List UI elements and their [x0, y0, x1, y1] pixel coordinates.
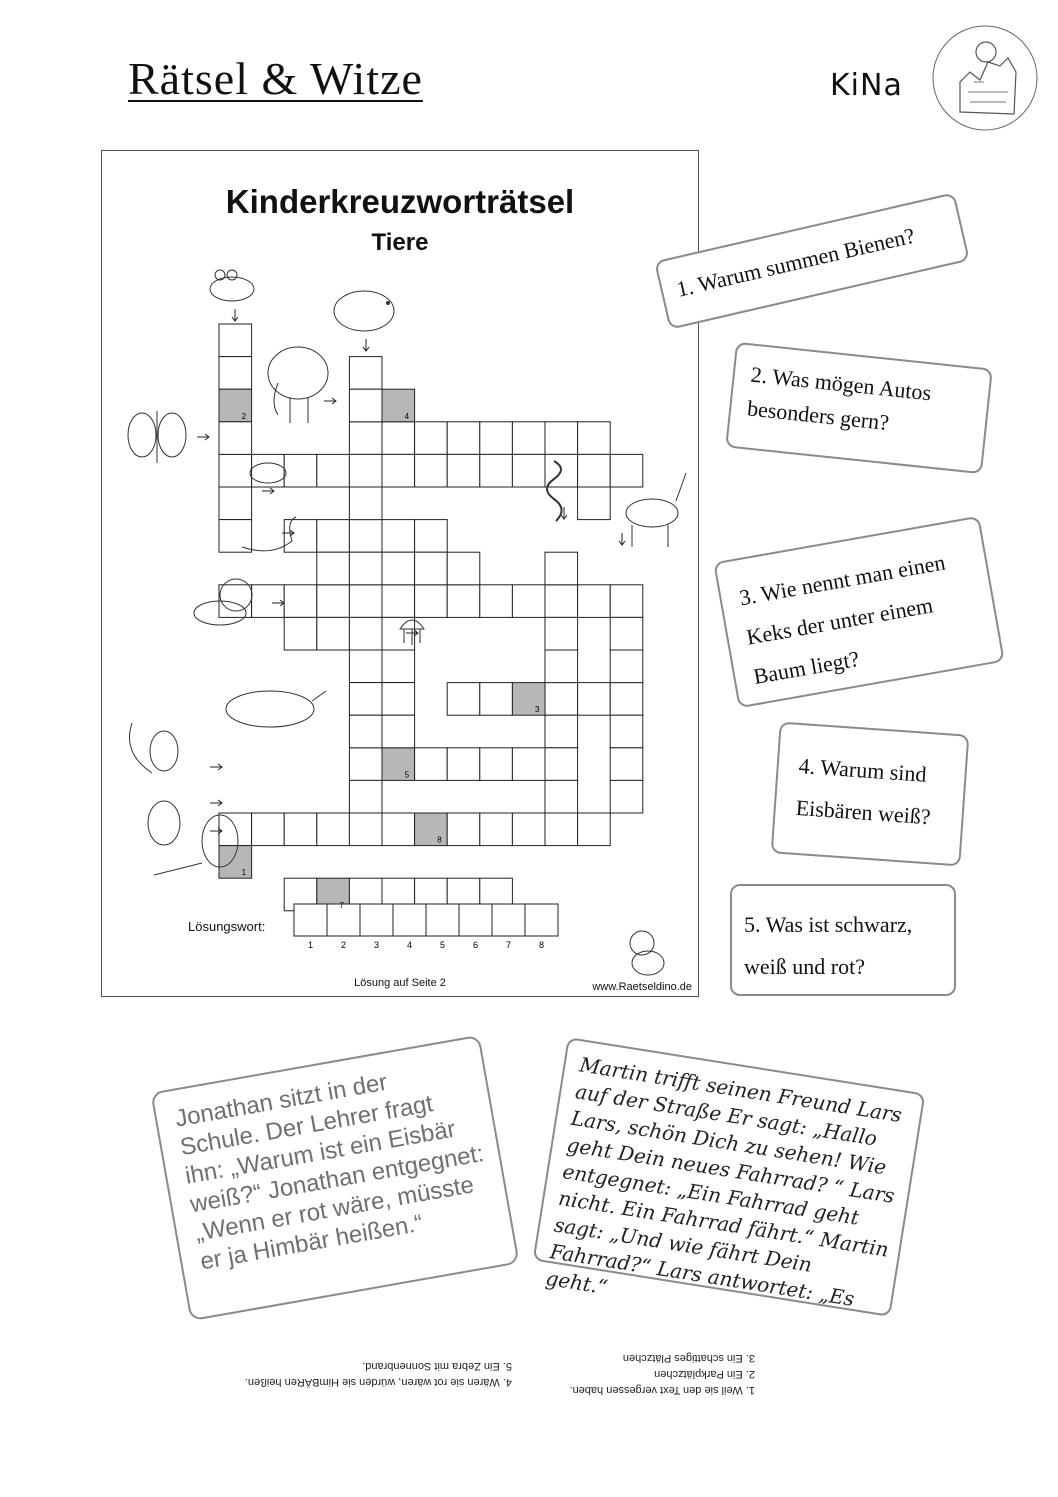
grid-cell[interactable] [284, 585, 317, 618]
grid-cell-marked[interactable] [512, 683, 545, 716]
grid-cell[interactable] [545, 422, 578, 455]
crossword-grid [102, 151, 700, 998]
grid-cell[interactable] [252, 813, 285, 846]
grid-cell[interactable] [284, 813, 317, 846]
grid-cell[interactable] [447, 813, 480, 846]
grid-cell[interactable] [252, 454, 285, 487]
grid-cell[interactable] [317, 520, 350, 553]
grid-cell[interactable] [382, 683, 415, 716]
joke-text: Martin trifft seinen Freund Lars auf der Straße Er sagt: „Hallo Lars, schön Dich zu sehen! Wie geht Dein neues Fahrrad? “ Lars entgegnet: „Ein Fahrrad geht nicht. Ein Fahrrad fährt.“ Martin sagt: „Und wie fährt Dein Fahrrad?“ Lars antwortet: „Es geht.“ [544, 1052, 904, 1311]
grid-cell[interactable] [447, 585, 480, 618]
grid-cell[interactable] [480, 585, 513, 618]
answer-line: 5. Ein Zebra mit Sonnenbrand. [362, 1360, 512, 1372]
puzzle-subtitle: Tiere [371, 229, 429, 256]
rhino-icon [226, 691, 326, 727]
grid-cell[interactable] [382, 585, 415, 618]
grid-cell[interactable] [349, 683, 382, 716]
grid-cell[interactable] [415, 520, 448, 553]
grid-cells [219, 324, 643, 911]
answer-line: 1. Weil sie den Text vergessen haben. [569, 1384, 755, 1396]
cell-marker-number: 3 [535, 705, 540, 715]
grid-cell[interactable] [382, 813, 415, 846]
grid-cell[interactable] [349, 389, 382, 422]
grid-cell[interactable] [480, 748, 513, 781]
grid-cell[interactable] [578, 487, 611, 520]
grid-cell[interactable] [610, 454, 643, 487]
grid-cell[interactable] [382, 520, 415, 553]
grid-cell[interactable] [317, 454, 350, 487]
grid-cell[interactable] [610, 585, 643, 618]
solution-number: 4 [407, 940, 413, 950]
grid-cell[interactable] [415, 422, 448, 455]
solution-number: 1 [308, 940, 314, 950]
solution-boxes [294, 904, 558, 950]
solution-number: 2 [341, 940, 347, 950]
grid-cell[interactable] [284, 520, 317, 553]
butterfly-icon [128, 411, 186, 463]
grid-cell[interactable] [349, 617, 382, 650]
grid-cell[interactable] [382, 422, 415, 455]
grid-cell[interactable] [349, 552, 382, 585]
answers-upside-down-right [192, 1358, 512, 1390]
grid-cell[interactable] [382, 650, 415, 683]
grid-cell[interactable] [349, 748, 382, 781]
grid-cell[interactable] [545, 780, 578, 813]
grid-cell[interactable] [219, 357, 252, 390]
grid-cell[interactable] [578, 813, 611, 846]
solution-number: 8 [539, 940, 545, 950]
grid-cell-marked[interactable] [219, 389, 252, 422]
grid-cell[interactable] [349, 357, 382, 390]
grid-cell[interactable] [480, 454, 513, 487]
joke-card-fahrrad [533, 1037, 926, 1317]
grid-cell-marked[interactable] [382, 389, 415, 422]
grid-cell[interactable] [349, 422, 382, 455]
grid-cell[interactable] [317, 552, 350, 585]
grid-cell[interactable] [284, 617, 317, 650]
riddle-text: 2. Was mögen Autos besonders gern? [746, 361, 933, 436]
grid-cell[interactable] [415, 454, 448, 487]
grid-cell-marked[interactable] [415, 813, 448, 846]
puzzle-title: Kinderkreuzworträtsel [225, 183, 575, 220]
grid-cell[interactable] [447, 748, 480, 781]
grid-cell[interactable] [480, 422, 513, 455]
elephant-icon [268, 347, 328, 423]
answer-line: 3. Ein schattiges Plätzchen [622, 1352, 755, 1364]
grid-cell[interactable] [545, 650, 578, 683]
solution-box[interactable] [525, 904, 558, 936]
cell-marker-number: 4 [404, 411, 410, 421]
grid-cell[interactable] [317, 813, 350, 846]
answer-line: 2. Ein Parkplätzchen [654, 1368, 755, 1380]
grid-cell-marked[interactable] [382, 748, 415, 781]
grid-cell[interactable] [252, 585, 285, 618]
solution-box[interactable] [492, 904, 525, 936]
grid-cell[interactable] [219, 454, 252, 487]
grid-cell[interactable] [480, 813, 513, 846]
solution-box[interactable] [426, 904, 459, 936]
grid-cell[interactable] [610, 650, 643, 683]
riddle-card-2 [725, 342, 993, 474]
solution-number: 3 [374, 940, 380, 950]
riddle-text: 1. Warum summen Bienen? [674, 222, 917, 302]
grid-cell[interactable] [317, 585, 350, 618]
grid-cell[interactable] [219, 324, 252, 357]
grid-cell[interactable] [512, 748, 545, 781]
solution-note: Lösung auf Seite 2 [354, 977, 446, 989]
frog-icon [210, 270, 254, 301]
joke-text: Jonathan sitzt in der Schule. Der Lehrer fragt ihn: „Warum ist ein Eisbär weiß?“ Jonathan entgegnet: „Wenn er rot wäre, müsste er ja Himbär heißen.“ [173, 1068, 486, 1276]
solution-number: 6 [473, 940, 479, 950]
grid-cell[interactable] [610, 748, 643, 781]
grid-cell[interactable] [382, 617, 415, 650]
cell-marker-number: 1 [241, 868, 247, 878]
guinea-pig-icon [334, 291, 394, 331]
riddle-card-4 [771, 722, 970, 867]
cat-icon [148, 801, 180, 845]
grid-cell[interactable] [610, 683, 643, 716]
grid-cell[interactable] [447, 552, 480, 585]
grid-cell[interactable] [578, 683, 611, 716]
grid-cell[interactable] [219, 487, 252, 520]
source-url: www.Raetseldino.de [592, 981, 692, 993]
grid-cell[interactable] [415, 585, 448, 618]
arrow-icon [363, 339, 369, 351]
grid-cell[interactable] [480, 683, 513, 716]
cell-marker-number: 8 [437, 835, 442, 845]
grid-cell[interactable] [545, 585, 578, 618]
page-title: Rätsel & Witze [128, 53, 423, 104]
grid-cell[interactable] [447, 683, 480, 716]
grid-cell[interactable] [349, 715, 382, 748]
grid-cell[interactable] [349, 487, 382, 520]
grid-cell[interactable] [349, 780, 382, 813]
grid-cell[interactable] [512, 454, 545, 487]
arrow-icon [210, 800, 222, 806]
grid-cell[interactable] [610, 780, 643, 813]
grid-cell[interactable] [512, 422, 545, 455]
arrow-icon [262, 488, 274, 494]
grid-cell[interactable] [447, 454, 480, 487]
grid-cell[interactable] [382, 454, 415, 487]
arrow-icon [210, 764, 222, 770]
joke-card-eisbaer [150, 1035, 519, 1321]
riddle-card-1 [654, 192, 970, 329]
grid-cell[interactable] [349, 813, 382, 846]
grid-cell[interactable] [349, 454, 382, 487]
squirrel-icon [130, 723, 179, 773]
riddle-card-3 [713, 516, 1005, 709]
arrow-icon [197, 434, 209, 440]
answers-upside-down-left [545, 1350, 755, 1398]
grid-cell[interactable] [545, 813, 578, 846]
grid-cell[interactable] [349, 650, 382, 683]
solution-box[interactable] [459, 904, 492, 936]
grid-cell[interactable] [284, 454, 317, 487]
answer-line: 4. Wären sie rot wären, würden sie HimBÄRen heißen. [244, 1376, 512, 1388]
solution-box[interactable] [393, 904, 426, 936]
riddle-text: 4. Warum sind Eisbären weiß? [795, 752, 932, 830]
grid-cell[interactable] [578, 585, 611, 618]
grid-cell[interactable] [512, 585, 545, 618]
solution-label: Lösungswort: [188, 919, 266, 934]
grid-cell[interactable] [578, 422, 611, 455]
brand-label: KiNa [830, 68, 903, 103]
grid-cell[interactable] [349, 585, 382, 618]
solution-number: 7 [506, 940, 512, 950]
cell-marker-number: 5 [404, 770, 410, 780]
riddle-card-5 [730, 884, 956, 996]
grid-cell[interactable] [545, 683, 578, 716]
grid-cell[interactable] [610, 617, 643, 650]
grid-cell[interactable] [512, 813, 545, 846]
dino-mascot-icon [630, 931, 664, 975]
arrow-icon [619, 533, 625, 545]
grid-cell[interactable] [578, 454, 611, 487]
grid-cell[interactable] [545, 552, 578, 585]
dino-logo-icon [930, 22, 1040, 134]
grid-cell[interactable] [447, 422, 480, 455]
grid-cell[interactable] [219, 520, 252, 553]
riddle-text: 3. Wie nennt man einen Keks der unter einem Baum liegt? [737, 549, 948, 690]
grid-cell[interactable] [545, 748, 578, 781]
cell-marker-number: 7 [339, 900, 344, 910]
arrow-icon [324, 398, 336, 404]
solution-box[interactable] [294, 904, 327, 936]
grid-cell[interactable] [382, 715, 415, 748]
grid-cell[interactable] [610, 715, 643, 748]
grid-cell[interactable] [545, 617, 578, 650]
solution-box[interactable] [360, 904, 393, 936]
riddle-text: 5. Was ist schwarz, weiß und rot? [744, 912, 913, 979]
grid-cell[interactable] [219, 422, 252, 455]
grid-cell-marked[interactable] [219, 846, 252, 879]
grid-cell[interactable] [415, 552, 448, 585]
grid-cell[interactable] [349, 520, 382, 553]
grid-cell[interactable] [219, 813, 252, 846]
arrow-icon [232, 309, 238, 321]
grid-cell[interactable] [382, 552, 415, 585]
solution-number: 5 [440, 940, 446, 950]
grid-cell[interactable] [317, 617, 350, 650]
grid-cell[interactable] [545, 715, 578, 748]
grid-cell[interactable] [415, 748, 448, 781]
crossword-sheet [101, 150, 699, 997]
cell-marker-number: 2 [241, 411, 247, 421]
